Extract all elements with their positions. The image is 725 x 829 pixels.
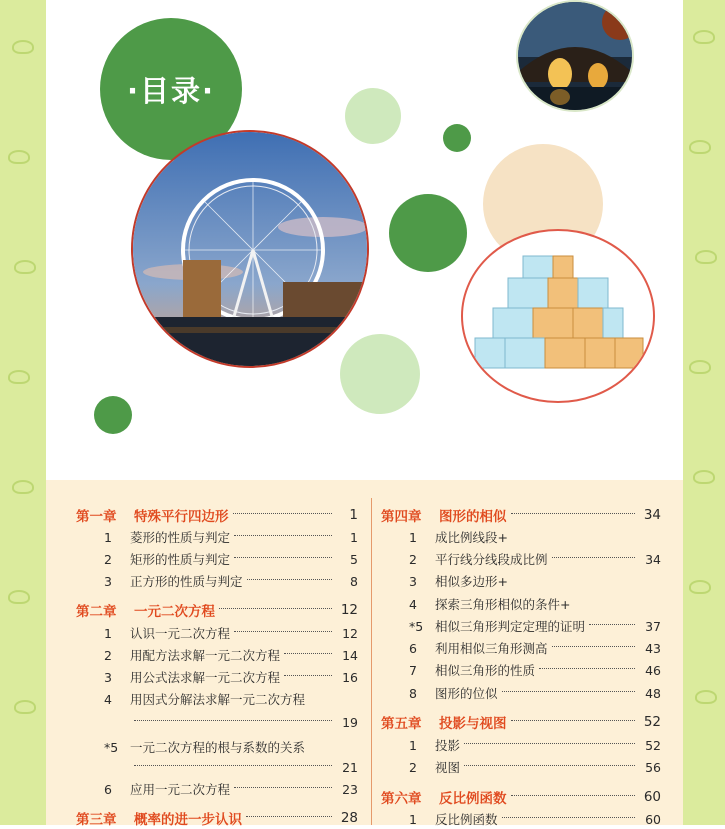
toc-page-number: 8: [350, 573, 358, 589]
doodle-icon: [8, 590, 30, 604]
page-title: ·目录·: [126, 73, 216, 108]
toc-leader-dots: [552, 556, 635, 558]
toc-leader-dots: [234, 786, 332, 788]
toc-label: 相似三角形判定定理的证明: [435, 619, 586, 634]
doodle-icon: [695, 250, 717, 264]
toc-entry[interactable]: [104, 689, 358, 709]
toc-label: 利用相似三角形测高: [435, 641, 548, 656]
toc-page-number: 56: [645, 759, 661, 775]
doodle-icon: [8, 370, 30, 384]
toc-number: 3: [409, 573, 417, 589]
toc-leader-dots: [511, 719, 636, 721]
toc-entry[interactable]: [104, 549, 358, 569]
toc-entry[interactable]: [409, 735, 661, 755]
left-decorative-border: [0, 0, 46, 825]
toc-leader-dots: [247, 578, 332, 580]
toc-entry[interactable]: [104, 737, 358, 757]
toc-leader-dots: [234, 556, 332, 558]
toc-label: 成比例线段+: [435, 530, 508, 545]
right-decorative-border: [683, 0, 725, 825]
toc-leader-dots: [511, 512, 636, 514]
toc-number: 1: [104, 529, 112, 545]
toc-label: 特殊平行四边形: [134, 509, 229, 525]
doodle-icon: [689, 580, 711, 594]
bridge-image: [518, 2, 632, 110]
toc-entry[interactable]: [104, 623, 358, 643]
toc-number: 1: [409, 811, 417, 827]
toc-leader-dots: [233, 512, 333, 514]
toc-number: 第五章: [381, 716, 422, 732]
toc-page-number: 48: [645, 685, 661, 701]
toc-label: 概率的进一步认识: [134, 812, 242, 828]
toc-page-number: 43: [645, 640, 661, 656]
doodle-icon: [12, 480, 34, 494]
doodle-icon: [8, 150, 30, 164]
decor-circle: [94, 396, 132, 434]
toc-page-number: 28: [340, 810, 358, 826]
toc-leader-dots: [464, 764, 635, 766]
toc-entry[interactable]: [409, 594, 661, 614]
toc-number: 2: [104, 647, 112, 663]
toc-label: 应用一元二次方程: [130, 782, 231, 797]
toc-leader-dots: [539, 667, 635, 669]
toc-page-number: 34: [645, 551, 661, 567]
toc-entry[interactable]: [104, 645, 358, 665]
toc-page-number: 1: [349, 507, 358, 523]
toc-label: 一元二次方程: [134, 604, 215, 620]
toc-leader-dots: [134, 719, 332, 721]
toc-leader-dots: [234, 534, 332, 536]
toc-label: 用配方法求解一元二次方程: [130, 648, 281, 663]
toc-label: 矩形的性质与判定: [130, 552, 231, 567]
toc-label: 相似三角形的性质: [435, 663, 536, 678]
toc-entry[interactable]: [409, 527, 661, 547]
toc-chapter[interactable]: [76, 505, 358, 525]
toc-entry[interactable]: [104, 571, 358, 591]
toc-page-number: 5: [350, 551, 358, 567]
toc-number: 6: [409, 640, 417, 656]
toc-number: 6: [104, 781, 112, 797]
column-divider: [371, 498, 372, 825]
toc-chapter[interactable]: [76, 808, 358, 828]
toc-label: 用因式分解法求解一元二次方程: [130, 692, 306, 707]
toc-number: 8: [409, 685, 417, 701]
toc-page-number: 37: [645, 618, 661, 634]
toc-number: 第一章: [76, 509, 117, 525]
toc-page-number: 12: [342, 625, 358, 641]
doodle-icon: [693, 470, 715, 484]
toc-page-number: 19: [342, 714, 358, 730]
toc-label: 相似多边形+: [435, 574, 508, 589]
bridge-photo: [516, 0, 634, 112]
toc-page-number: 1: [350, 529, 358, 545]
toc-entry[interactable]: [409, 549, 661, 569]
toc-leader-dots: [502, 816, 635, 818]
toc-label: 反比例函数: [439, 791, 507, 807]
toc-label: 图形的位似: [435, 686, 498, 701]
toc-entry[interactable]: [409, 660, 661, 680]
toc-number: 2: [409, 551, 417, 567]
toc-chapter[interactable]: [76, 600, 358, 620]
toc-chapter[interactable]: [381, 712, 661, 732]
toc-page-number: 16: [342, 669, 358, 685]
toc-leader-dots: [589, 623, 635, 625]
decor-circle: [340, 334, 420, 414]
toc-leader-dots: [552, 645, 635, 647]
doodle-icon: [693, 30, 715, 44]
toc-label: 用公式法求解一元二次方程: [130, 670, 281, 685]
doodle-icon: [14, 700, 36, 714]
toc-leader-dots: [134, 764, 332, 766]
toc-leader-dots: [234, 630, 332, 632]
toc-number: 3: [104, 573, 112, 589]
toc-entry[interactable]: [104, 712, 358, 732]
toc-label: 正方形的性质与判定: [130, 574, 243, 589]
ferris-wheel-image: [133, 132, 367, 366]
toc-page-number: 21: [342, 759, 358, 775]
doodle-icon: [14, 260, 36, 274]
toc-leader-dots: [464, 742, 635, 744]
toc-entry[interactable]: [104, 757, 358, 777]
doodle-icon: [12, 40, 34, 54]
toc-entry[interactable]: [104, 779, 358, 799]
toc-label: 菱形的性质与判定: [130, 530, 231, 545]
decor-circle: [345, 88, 401, 144]
toc-page-number: 60: [645, 811, 661, 827]
decor-circle: [389, 194, 467, 272]
toc-number: 1: [409, 529, 417, 545]
toc-page-number: 34: [643, 507, 661, 523]
toc-number: 第三章: [76, 812, 117, 828]
toc-page-number: 60: [643, 789, 661, 805]
toc-number: 1: [104, 625, 112, 641]
toc-label: 视图: [435, 760, 461, 775]
doodle-icon: [689, 140, 711, 154]
cube-blocks-image: [463, 231, 653, 401]
toc-label: 图形的相似: [439, 509, 507, 525]
toc-label: 认识一元二次方程: [130, 626, 231, 641]
toc-page-number: 14: [342, 647, 358, 663]
toc-number: 第六章: [381, 791, 422, 807]
toc-number: 2: [104, 551, 112, 567]
ferris-wheel-photo: [131, 130, 369, 368]
toc-entry[interactable]: [409, 616, 661, 636]
toc-number: 7: [409, 662, 417, 678]
toc-entry[interactable]: [409, 571, 661, 591]
doodle-icon: [689, 360, 711, 374]
toc-entry[interactable]: [409, 809, 661, 829]
toc-number: 4: [104, 691, 112, 707]
toc-page-number: 52: [645, 737, 661, 753]
toc-leader-dots: [284, 674, 332, 676]
toc-chapter[interactable]: [381, 787, 661, 807]
toc-number: 1: [409, 737, 417, 753]
toc-label: 投影与视图: [439, 716, 507, 732]
toc-entry[interactable]: [104, 667, 358, 687]
toc-leader-dots: [246, 815, 332, 817]
toc-number: 3: [104, 669, 112, 685]
toc-number: 4: [409, 596, 417, 612]
toc-leader-dots: [284, 652, 332, 654]
toc-label: 探索三角形相似的条件+: [435, 597, 571, 612]
toc-leader-dots: [219, 607, 332, 609]
toc-number: *5: [409, 618, 424, 634]
toc-number: 第四章: [381, 509, 422, 525]
toc-label: 一元二次方程的根与系数的关系: [130, 740, 306, 755]
toc-label: 平行线分线段成比例: [435, 552, 548, 567]
toc-leader-dots: [502, 690, 635, 692]
toc-chapter[interactable]: [381, 505, 661, 525]
toc-page-number: 46: [645, 662, 661, 678]
toc-page-number: 23: [342, 781, 358, 797]
toc-entry[interactable]: [409, 638, 661, 658]
toc-label: 投影: [435, 738, 461, 753]
toc-entry[interactable]: [409, 683, 661, 703]
toc-number: *5: [104, 739, 119, 755]
decor-circle: [443, 124, 471, 152]
toc-leader-dots: [511, 794, 636, 796]
toc-page-number: 52: [643, 714, 661, 730]
toc-label: 反比例函数: [435, 812, 498, 827]
toc-entry[interactable]: [409, 757, 661, 777]
toc-number: 第二章: [76, 604, 117, 620]
doodle-icon: [695, 690, 717, 704]
toc-number: 2: [409, 759, 417, 775]
toc-page-number: 12: [340, 602, 358, 618]
cube-photo: [461, 229, 655, 403]
toc-entry[interactable]: [104, 527, 358, 547]
